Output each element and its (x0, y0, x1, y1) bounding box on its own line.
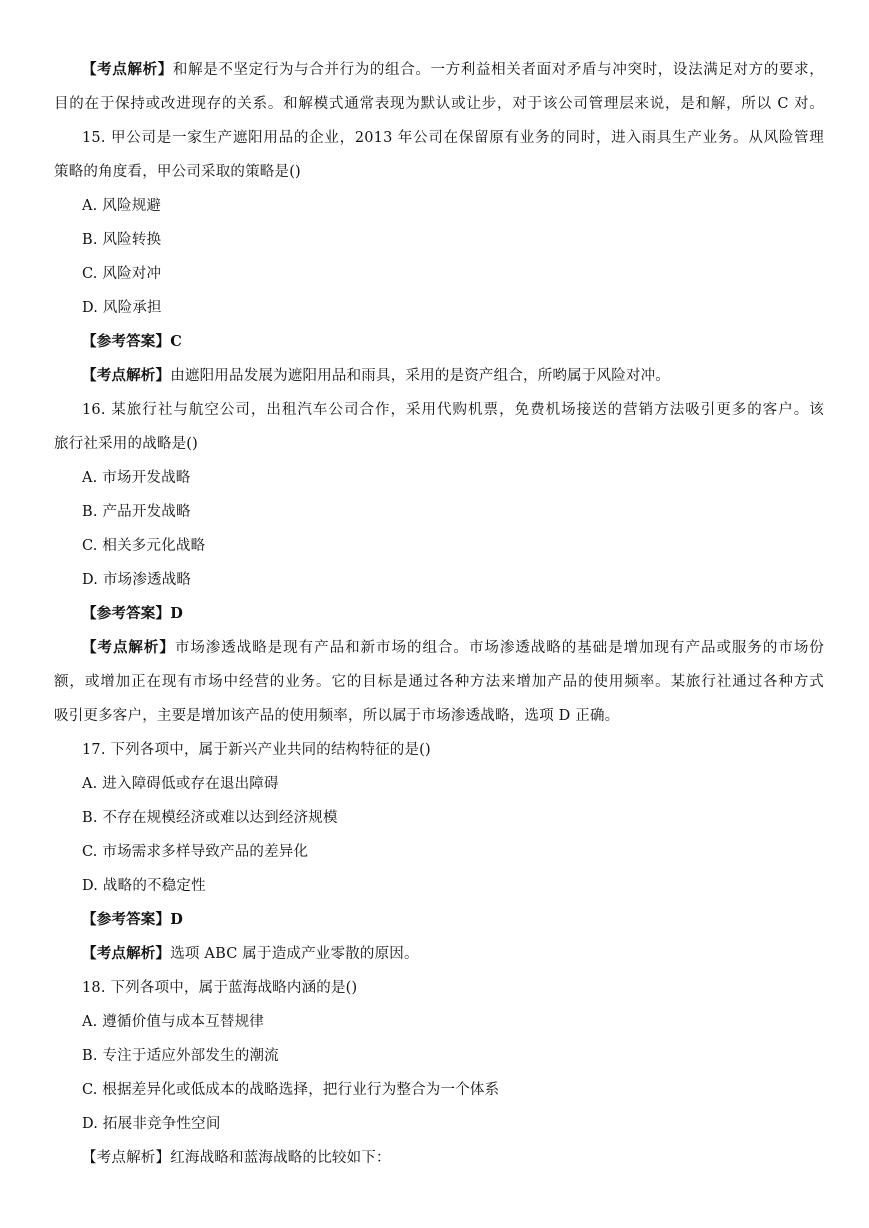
q15-option-d: D. 风险承担 (82, 300, 162, 316)
answer-tag: 【参考答案】 (82, 911, 171, 928)
q15-stem-line-2: 策略的角度看，甲公司采取的策略是() (54, 164, 301, 180)
q16-analysis-line-1: 【考点解析】市场渗透战略是现有产品和新市场的组合。市场渗透战略的基础是增加现有产品或服务的市场份 (82, 639, 825, 656)
q16-option-d: D. 市场渗透战略 (82, 572, 192, 588)
analysis-tag: 【考点解析】 (82, 639, 175, 656)
analysis-tag: 【考点解析】 (82, 1150, 171, 1166)
answer-tag: 【参考答案】 (82, 605, 171, 622)
q17-answer (82, 910, 782, 930)
answer-value: D (170, 911, 183, 928)
q16-option-a: A. 市场开发战略 (82, 470, 191, 486)
q16-stem-line-1: 16. 某旅行社与航空公司，出租汽车公司合作，采用代购机票，免费机场接送的营销方法吸引更多的客户。该 (82, 402, 824, 418)
q17-stem-line-1: 17. 下列各项中，属于新兴产业共同的结构特征的是() (82, 742, 431, 758)
q16-analysis-line-3: 吸引更多客户，主要是增加该产品的使用频率，所以属于市场渗透战略，选项 D 正确。 (54, 708, 620, 724)
q16-answer (82, 604, 782, 624)
q17-option-a: A. 进入障碍低或存在退出障碍 (82, 776, 279, 792)
q16-option-b: B. 产品开发战略 (82, 504, 191, 520)
q16-stem-line-2: 旅行社采用的战略是() (54, 436, 199, 452)
q17-option-b: B. 不存在规模经济或难以达到经济规模 (82, 810, 338, 826)
q14-analysis-line-1: 【考点解析】和解是不坚定行为与合并行为的组合。一方利益相关者面对矛盾与冲突时，设法满足对方的要求， (82, 61, 824, 78)
q16-option-c: C. 相关多元化战略 (82, 538, 206, 554)
q15-option-b: B. 风险转换 (82, 232, 162, 248)
analysis-tag: 【考点解析】 (82, 367, 171, 384)
q18-analysis: 【考点解析】红海战略和蓝海战略的比较如下： (82, 1150, 391, 1166)
q17-option-d: D. 战略的不稳定性 (82, 878, 206, 894)
answer-value: C (170, 333, 182, 350)
answer-value: D (170, 605, 183, 622)
q17-option-c: C. 市场需求多样导致产品的差异化 (82, 844, 309, 860)
q18-option-b: B. 专注于适应外部发生的潮流 (82, 1048, 279, 1064)
q18-stem-line-1: 18. 下列各项中，属于蓝海战略内涵的是() (82, 980, 358, 996)
q18-option-c: C. 根据差异化或低成本的战略选择，把行业行为整合为一个体系 (82, 1082, 500, 1098)
q15-stem-line-1: 15. 甲公司是一家生产遮阳用品的企业，2013 年公司在保留原有业务的同时，进入雨具生产业务。从风险管理 (82, 130, 824, 146)
q17-analysis: 【考点解析】选项 ABC 属于造成产业零散的原因。 (82, 945, 419, 962)
analysis-tag: 【考点解析】 (82, 61, 173, 78)
q15-answer (82, 332, 782, 352)
q18-option-a: A. 遵循价值与成本互替规律 (82, 1014, 264, 1030)
q16-analysis-line-2: 额，或增加正在现有市场中经营的业务。它的目标是通过各种方法来增加产品的使用频率。某旅行社通过各种方式 (54, 674, 824, 690)
q18-option-d: D. 拓展非竞争性空间 (82, 1116, 221, 1132)
analysis-tag: 【考点解析】 (82, 945, 171, 962)
answer-tag: 【参考答案】 (82, 333, 171, 350)
q15-option-a: A. 风险规避 (82, 198, 162, 214)
q15-analysis: 【考点解析】由遮阳用品发展为遮阳用品和雨具，采用的是资产组合，所哟属于风险对冲。 (82, 367, 670, 384)
q15-option-c: C. 风险对冲 (82, 266, 162, 282)
q14-analysis-line-2: 目的在于保持或改进现存的关系。和解模式通常表现为默认或让步，对于该公司管理层来说，是和解，所以 C 对。 (54, 96, 824, 112)
